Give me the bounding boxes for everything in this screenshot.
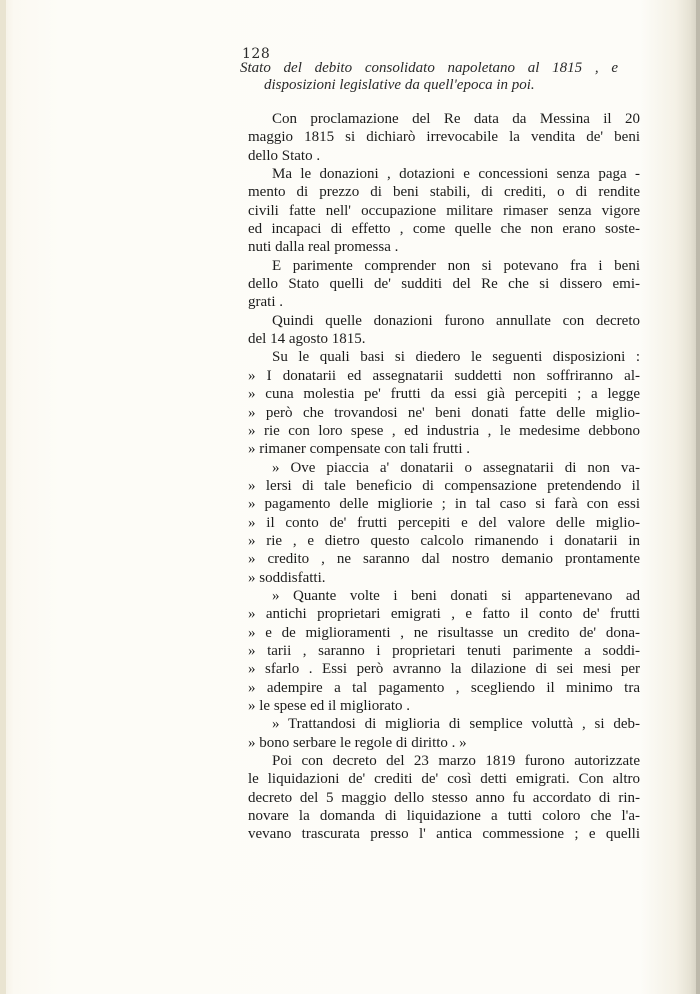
text-line: Su le quali basi si diedero le seguenti disposizioni : (272, 349, 640, 366)
text-line: » I donatarii ed assegnatarii suddetti non soffriranno al- (248, 367, 640, 384)
text-line: » rie con loro spese , ed industria , le medesime debbono (248, 422, 640, 439)
text-line: » sfarlo . Essi però avranno la dilazione di sei mesi per (248, 661, 640, 678)
page-number: 128 (242, 46, 271, 62)
text-line: novare la domanda di liquidazione a tutti coloro che l'a- (248, 808, 640, 825)
text-line: dello Stato . (248, 147, 321, 164)
text-line: » credito , ne saranno dal nostro demanio prontamente (248, 551, 640, 568)
text-line: dello Stato quelli de' sudditi del Re che si dissero emi- (248, 276, 640, 293)
text-line: » lersi di tale beneficio di compensazione pretendendo il (248, 477, 640, 494)
section-heading (240, 60, 640, 94)
body-text (248, 110, 640, 844)
text-line: » rie , e dietro questo calcolo rimanendo i donatarii in (248, 532, 640, 549)
text-line: decreto del 5 maggio dello stesso anno fu accordato di rin- (248, 789, 640, 806)
text-line: » tarii , saranno i proprietari tenuti parimente a soddi- (248, 642, 640, 659)
text-line: » pagamento delle migliorie ; in tal caso si farà con essi (248, 496, 640, 513)
text-line: » le spese ed il migliorato . (248, 698, 411, 714)
text-line: » il conto de' frutti percepiti e del valore delle miglio- (248, 514, 640, 531)
text-line: » però che trovandosi ne' beni donati fatte delle miglio- (248, 404, 640, 421)
text-line: » e de miglioramenti , ne risultasse un credito de' dona- (248, 624, 640, 641)
text-line: » bono serbare le regole di diritto . » (248, 734, 467, 751)
text-line: » antichi proprietari emigrati , e fatto il conto de' frutti (248, 606, 640, 623)
text-line: » soddisfatti. (248, 569, 326, 586)
heading-line: Stato del debito consolidato napoletano al 1815 , e (240, 60, 618, 76)
text-line: grati . (248, 294, 283, 311)
text-line: » Trattandosi di miglioria di semplice voluttà , si deb- (272, 716, 640, 733)
text-line: » adempire a tal pagamento , scegliendo il minimo tra (248, 679, 640, 696)
text-line: vevano trascurata presso l' antica commessione ; e quelli (248, 826, 640, 843)
text-line: nuti dalla real promessa . (248, 239, 399, 256)
text-line: Ma le donazioni , dotazioni e concessioni senza paga - (272, 166, 640, 183)
text-line: Poi con decreto del 23 marzo 1819 furono autorizzate (272, 753, 640, 770)
text-line: le liquidazioni de' crediti de' così detti emigrati. Con altro (248, 771, 640, 788)
text-line: E parimente comprender non si potevano fra i beni (272, 257, 640, 274)
page-left-edge (0, 0, 6, 994)
text-line: maggio 1815 si dichiarò irrevocabile la vendita de' beni (248, 129, 640, 146)
text-line: mento di prezzo di beni stabili, di crediti, o di rendite (248, 184, 640, 201)
page-right-edge (696, 0, 700, 994)
text-line: » rimaner compensate con tali frutti . (248, 441, 471, 458)
text-line: » cuna molestia pe' frutti da essi già percepiti ; a legge (248, 386, 640, 403)
text-line: civili fatte nell' occupazione militare rimaser senza vigore (248, 202, 640, 219)
text-line: Quindi quelle donazioni furono annullate con decreto (272, 312, 640, 329)
heading-line: disposizioni legislative da quell'epoca in poi. (264, 77, 535, 93)
text-line: Con proclamazione del Re data da Messina il 20 (272, 111, 640, 127)
text-line: ed incapaci di effetto , come quelle che non erano soste- (248, 221, 640, 238)
text-line: del 14 agosto 1815. (248, 331, 366, 348)
text-line: » Quante volte i beni donati si appartenevano ad (272, 587, 640, 604)
text-line: » Ove piaccia a' donatarii o assegnatarii di non va- (272, 459, 640, 476)
